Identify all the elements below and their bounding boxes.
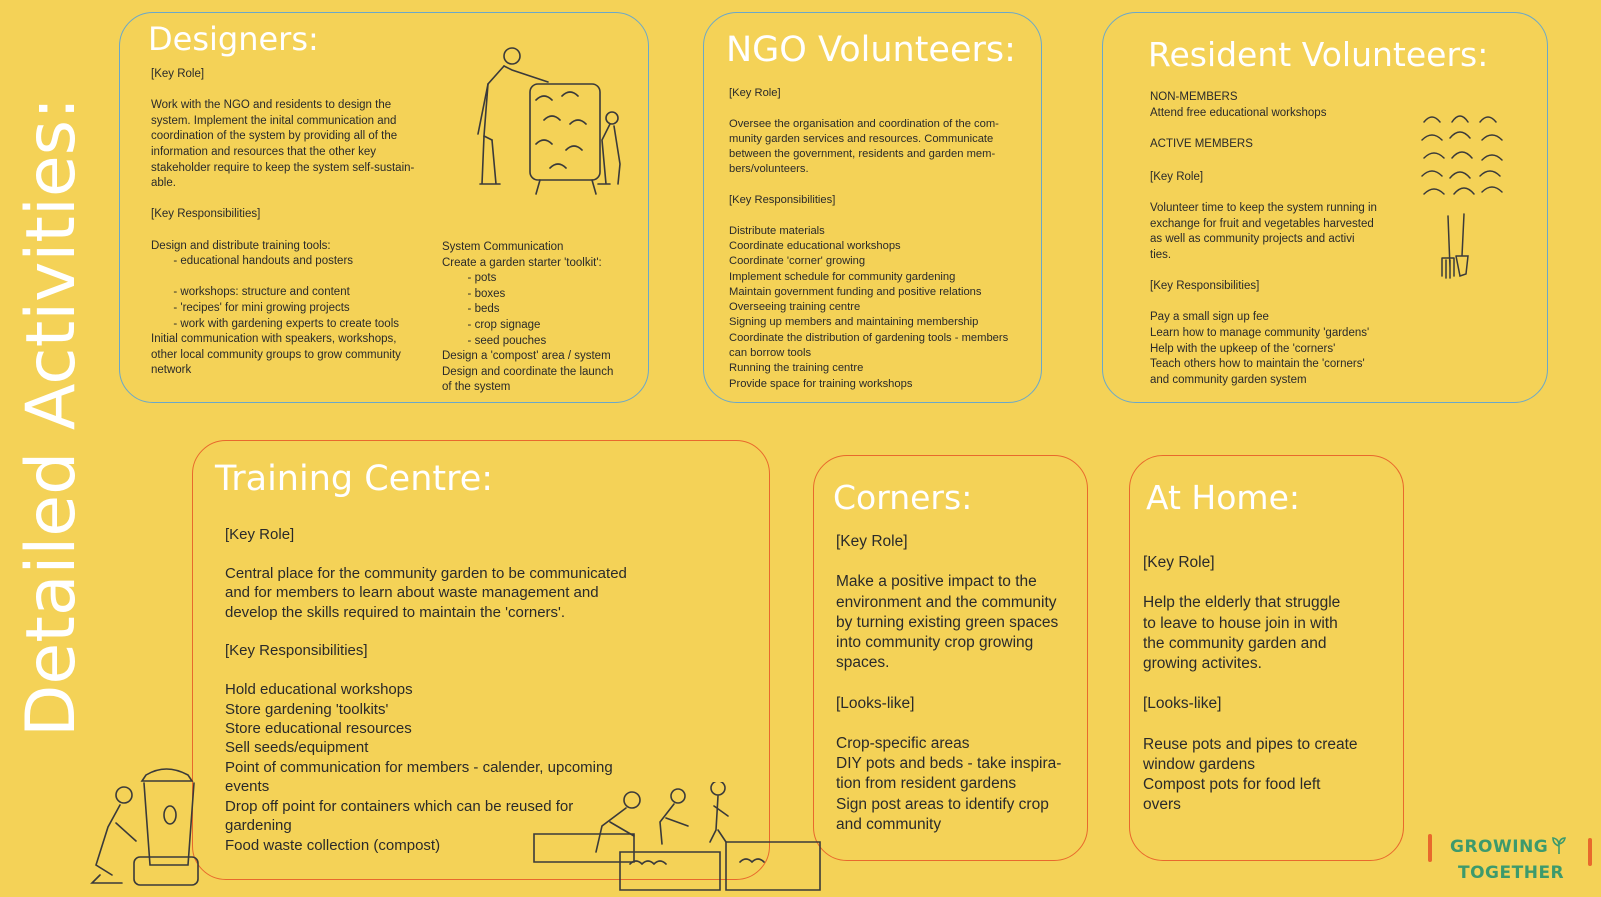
resident-volunteers-main-text: [Key Role] Volunteer time to keep the system running in exchange for fruit and vegetables harvested as well as community projects and activi ties. [Key Responsibilities] Pay a small sign up fee Learn how to manage community 'gardens' Help with the upkeep of the 'corners' Teach others how to maintain the 'corners' and community garden system — [1150, 171, 1377, 386]
resident-volunteers-title: Resident Volunteers: — [1148, 35, 1489, 74]
logo-bar-right — [1588, 838, 1592, 866]
page-title-text: Detailed Activities: — [12, 96, 88, 737]
at-home-title: At Home: — [1146, 478, 1300, 517]
corners-title: Corners: — [833, 478, 973, 517]
training-centre-title: Training Centre: — [215, 459, 494, 499]
at-home-text: [Key Role] Help the elderly that struggle to leave to house join in with the community garden and growing activites. [Looks-like] Reuse pots and pipes to create window gardens Compost pots for food left overs — [1143, 554, 1358, 814]
raised-beds-workers-illustration — [530, 782, 835, 892]
designers-main-text: [Key Role] Work with the NGO and residents to design the system. Implement the inital communication and coordination of the system by providing all of the information and resources that the other key stakeholder require to keep the system self-sustain- able. [Key Responsibilities] Design and distribute training tools: - educational handouts and posters - workshops: structure and content - 'recipes' for mini growing projects - work with gardening experts to create tools Initial communication with speakers, workshops, other local community groups to grow community network — [151, 68, 415, 377]
people-building-planter-illustration — [470, 44, 630, 196]
logo-bar-left — [1428, 834, 1432, 862]
logo-line-2: TOGETHER — [1458, 863, 1565, 883]
growing-together-logo — [1428, 828, 1596, 890]
logo-line-1: GROWING — [1450, 837, 1549, 857]
compost-bin-illustration — [88, 765, 213, 889]
sprout-icon — [1552, 836, 1566, 854]
page-title — [12, 85, 88, 745]
training-centre-text: [Key Role] Central place for the community garden to be communicated and for members to learn about waste management and develop the skills required to maintain the 'corners'. [Key Responsibilities] Hold educational workshops Store gardening 'toolkits' Store educational resources Sell seeds/equipment Point of communication for members - calender, upcoming events Drop off point for containers which can be reused for gardening Food waste collection (compost) — [225, 526, 627, 854]
vegetables-and-garden-tools-illustration — [1418, 108, 1518, 282]
designers-side-text: System Communication Create a garden starter 'toolkit': - pots - boxes - beds - crop signage - seed pouches Design a 'compost' area / system Design and coordinate the launch of the system — [442, 241, 614, 394]
logo-text — [1450, 834, 1566, 886]
resident-volunteers-top-text: NON-MEMBERS Attend free educational workshops ACTIVE MEMBERS — [1150, 91, 1327, 150]
ngo-volunteers-text: [Key Role] Oversee the organisation and coordination of the com- munity garden services and resources. Communicate between the government, residents and garden mem- bers/volunteers. [Key Responsibilities] Distribute materials Coordinate educational workshops Coordinate 'corner' growing Implement schedule for community gardening Maintain government funding and positive relations Overseeing training centre Signing up members and maintaining membership Coordinate the distribution of gardening tools - members can borrow tools Running the training centre Provide space for training workshops — [729, 87, 1009, 390]
corners-text: [Key Role] Make a positive impact to the environment and the community by turning existing green spaces into community crop growing spaces. [Looks-like] Crop-specific areas DIY pots and beds - take inspira- tion from resident gardens Sign post areas to identify crop and community — [836, 533, 1062, 833]
designers-title: Designers: — [148, 20, 319, 58]
ngo-volunteers-title: NGO Volunteers: — [726, 30, 1016, 70]
